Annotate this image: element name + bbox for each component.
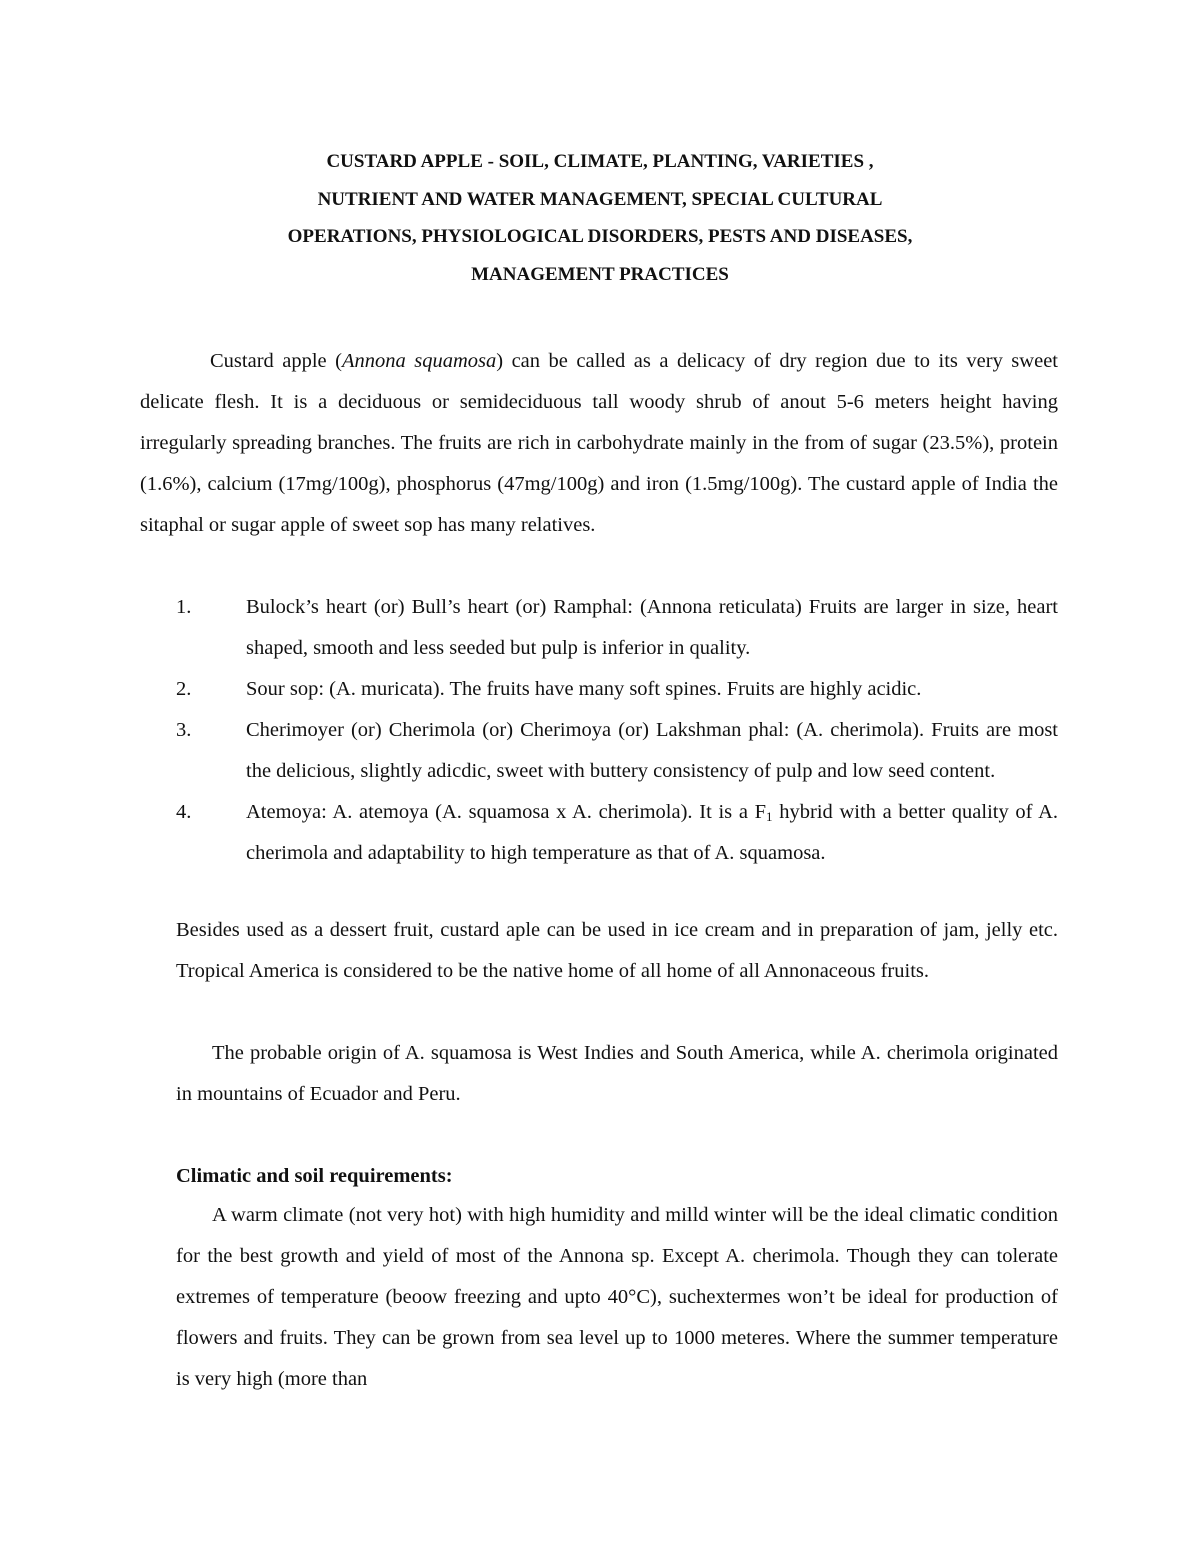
list-item-number: 1. — [176, 596, 192, 618]
title-line-4: MANAGEMENT PRACTICES — [471, 263, 729, 285]
climate-paragraph — [176, 1195, 1058, 1400]
uses-paragraph: Besides used as a dessert fruit, custard aple can be used in ice cream and in preparation of jam, jelly etc. Tropical America is considered to be the native home of all home of all Annonaceous fruits. — [176, 919, 1058, 982]
title-line-2: NUTRIENT AND WATER MANAGEMENT, SPECIAL CULTURAL — [317, 188, 883, 210]
list-item-number: 3. — [176, 719, 192, 741]
list-item — [140, 669, 1058, 710]
list-item-text-end: hybrid with a better quality of A. cherimola and adaptability to high temperature as that of A. squamosa. — [246, 801, 1058, 864]
botanical-name: Annona squamosa — [341, 350, 497, 372]
intro-text-rest: ) can be called as a delicacy of dry region due to its very sweet delicate flesh. It is a deciduous or semideciduous tall woody shrub of anout 5-6 meters height having irregularly spreading branches. The fruits are rich in carbohydrate mainly in the from of sugar (23.5%), protein (1.6%), calcium (17mg/100g), phosphorus (47mg/100g) and iron (1.5mg/100g). The custard apple of India the sitaphal or sugar apple of sweet sop has many relatives. — [140, 350, 1058, 536]
list-item — [140, 710, 1058, 792]
origin-paragraph — [176, 1033, 1058, 1115]
climate-text: A warm climate (not very hot) with high humidity and milld winter will be the ideal climatic condition for the best growth and yield of most of the Annona sp. Except A. cherimola. Though they can tolerate extremes of temperature (beoow freezing and upto 40°C), suchextermes won’t be ideal for production of flowers and fruits. They can be grown from sea level up to 1000 meteres. Where the summer temperature is very high (more than — [176, 1204, 1058, 1390]
list-item-text-start: Atemoya: A. atemoya (A. squamosa x A. cherimola). It is a F — [246, 801, 767, 823]
relatives-list — [140, 587, 1058, 874]
list-item-text — [246, 792, 1058, 874]
list-item — [140, 792, 1058, 874]
intro-text-start: Custard apple ( — [210, 350, 342, 372]
title-line-1: CUSTARD APPLE - SOIL, CLIMATE, PLANTING, VARIETIES , — [326, 151, 874, 172]
intro-paragraph — [140, 341, 1058, 546]
list-item-text: Cherimoyer (or) Cherimola (or) Cherimoya (or) Lakshman phal: (A. cherimola). Fruits are most the delicious, slightly adicdic, sweet with buttery consistency of pulp and low seed content. — [246, 719, 1058, 782]
list-item-number: 2. — [176, 678, 192, 700]
section-heading: Climatic and soil requirements: — [176, 1165, 453, 1187]
list-item-text: Bulock’s heart (or) Bull’s heart (or) Ramphal: (Annona reticulata) Fruits are larger in size, heart shaped, smooth and less seeded but pulp is inferior in quality. — [246, 596, 1058, 659]
title-line-3: OPERATIONS, PHYSIOLOGICAL DISORDERS, PESTS AND DISEASES, — [287, 226, 913, 247]
list-item-text: Sour sop: (A. muricata). The fruits have many soft spines. Fruits are highly acidic. — [246, 678, 922, 700]
list-item-number: 4. — [176, 801, 192, 823]
origin-text: The probable origin of A. squamosa is West Indies and South America, while A. cherimola originated in mountains of Ecuador and Peru. — [176, 1042, 1058, 1105]
document-title — [180, 143, 1020, 293]
subscript: 1 — [766, 809, 773, 824]
list-item — [140, 587, 1058, 669]
